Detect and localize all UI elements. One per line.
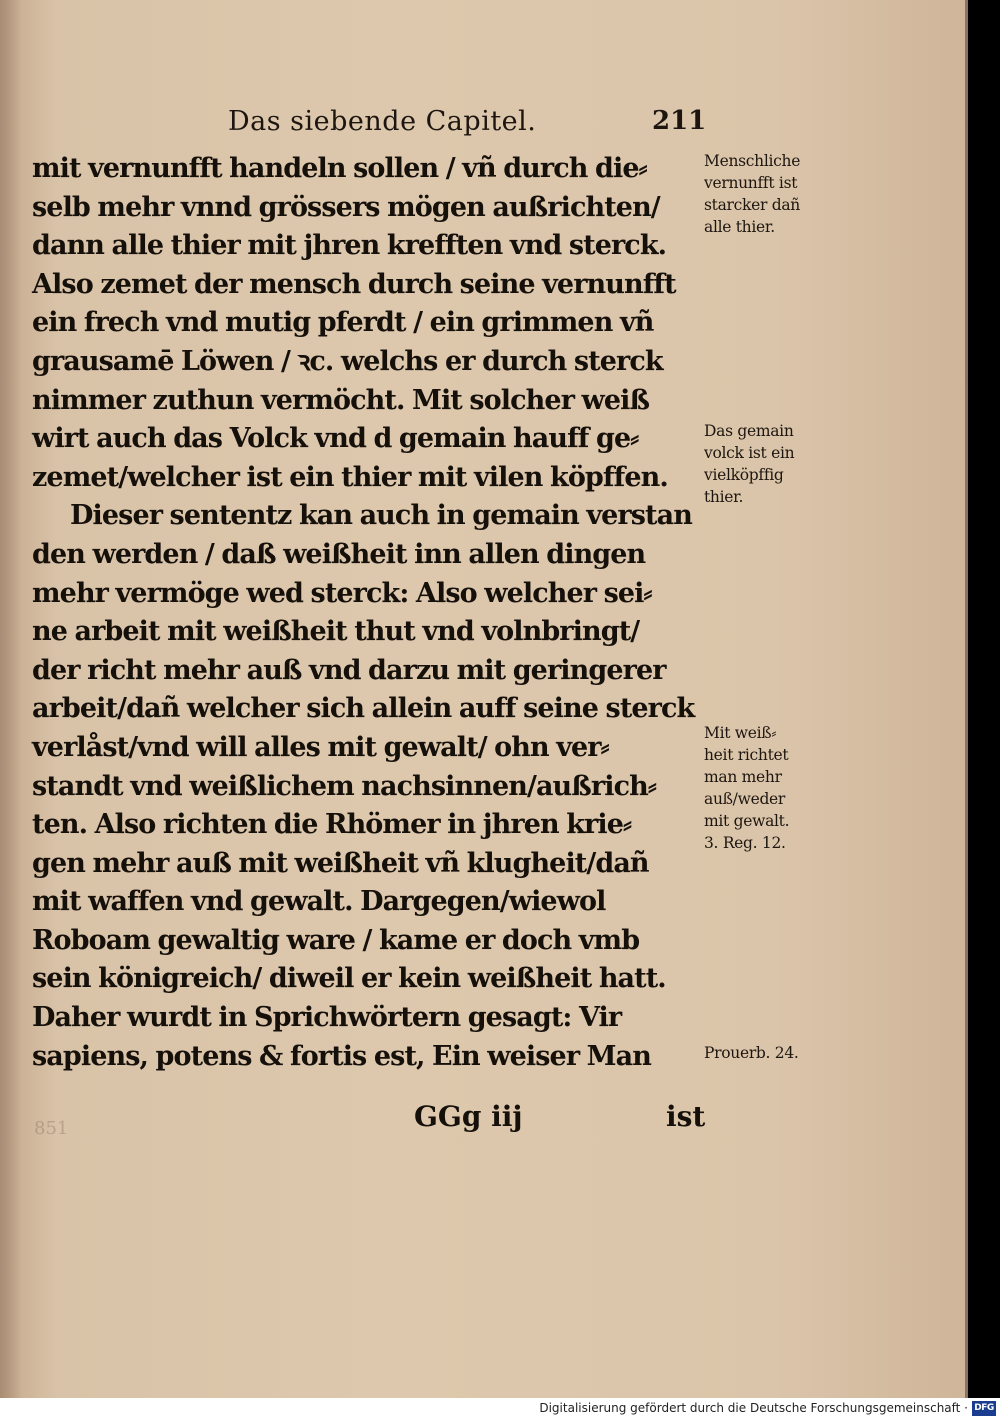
margin-note-people	[704, 420, 844, 508]
page-footer	[0, 1100, 968, 1144]
margin-note-line: heit richtet	[704, 746, 789, 764]
text-line: zemet/welcher ist ein thier mit vilen köpffen.	[32, 461, 668, 493]
text-line: Dieser sententz kan auch in gemain verstan	[70, 500, 692, 532]
text-line: Daher wurdt in Sprichwörtern gesagt: Vir	[32, 1002, 622, 1034]
text-line: nimmer zuthun vermöcht. Mit solcher weiß	[32, 384, 650, 416]
body-text	[32, 150, 712, 1076]
margin-note-line: auß/weder	[704, 790, 786, 808]
text-line: den werden / daß weißheit inn allen dingen	[32, 538, 646, 570]
text-line: sapiens, potens & fortis est, Ein weiser Man	[32, 1040, 651, 1072]
text-line: standt vnd weißlichem nachsinnen/außrich⸗	[32, 770, 656, 802]
text-line: ein frech vnd mutig pferdt / ein grimmen vñ	[32, 307, 654, 339]
text-line: arbeit/dañ welcher sich allein auff seine sterck	[32, 693, 695, 725]
margin-note-reason	[704, 150, 844, 238]
catchword: ist	[666, 1100, 706, 1133]
text-line: sein königreich/ diweil er kein weißheit hatt.	[32, 963, 666, 995]
margin-note-line: volck ist ein	[704, 444, 795, 462]
credit-text: Digitalisierung gefördert durch die Deutsche Forschungsgemeinschaft ·	[539, 1401, 968, 1415]
text-line: der richt mehr auß vnd darzu mit geringerer	[32, 654, 666, 686]
dfg-logo-icon: DFG	[972, 1401, 996, 1416]
running-title: Das siebende Capitel.	[228, 106, 537, 137]
text-line: Roboam gewaltig ware / kame er doch vmb	[32, 924, 640, 956]
text-line: grausamē Löwen / ꝛc. welchs er durch sterck	[32, 345, 663, 377]
margin-note-line: starcker dañ	[704, 196, 800, 214]
margin-note-line: alle thier.	[704, 218, 775, 236]
text-line: mit vernunfft handeln sollen / vñ durch die⸗	[32, 153, 647, 184]
text-line: dann alle thier mit jhren krefften vnd sterck.	[32, 230, 667, 262]
margin-note-proverbs	[704, 1042, 844, 1064]
margin-note-line: Prouerb. 24.	[704, 1044, 799, 1062]
text-line: mehr vermöge wed sterck: Also welcher sei⸗	[32, 577, 652, 609]
text-line: ten. Also richten die Rhömer in jhren krie⸗	[32, 809, 632, 841]
show-through-number: 851	[34, 1118, 69, 1139]
margin-note-wisdom	[704, 722, 844, 854]
page-header	[0, 106, 968, 146]
margin-note-line: man mehr	[704, 768, 782, 786]
text-line: selb mehr vnnd grössers mögen außrichten/	[32, 191, 660, 223]
margin-note-line: mit gewalt.	[704, 812, 790, 830]
margin-note-line: vernunfft ist	[704, 174, 798, 192]
margin-note-line: Das gemain	[704, 422, 794, 440]
text-line: verlåst/vnd will alles mit gewalt/ ohn ver⸗	[32, 731, 609, 763]
margin-note-line: 3. Reg. 12.	[704, 834, 786, 852]
page-gutter-shadow	[0, 0, 22, 1398]
margin-note-line: thier.	[704, 488, 744, 506]
text-line: ne arbeit mit weißheit thut vnd volnbringt/	[32, 616, 640, 648]
margin-note-line: Menschliche	[704, 152, 801, 170]
text-line: mit waffen vnd gewalt. Dargegen/wiewol	[32, 886, 606, 918]
text-line: gen mehr auß mit weißheit vñ klugheit/dañ	[32, 847, 649, 879]
credit-bar	[0, 1398, 1000, 1420]
signature-mark: GGg iij	[414, 1100, 523, 1133]
text-line: wirt auch das Volck vnd d gemain hauff ge⸗	[32, 423, 639, 455]
page-number: 211	[652, 106, 707, 136]
margin-note-line: vielköpffig	[704, 466, 784, 484]
text-line: Also zemet der mensch durch seine vernunfft	[32, 268, 676, 300]
margin-note-line: Mit weiß⸗	[704, 724, 777, 742]
